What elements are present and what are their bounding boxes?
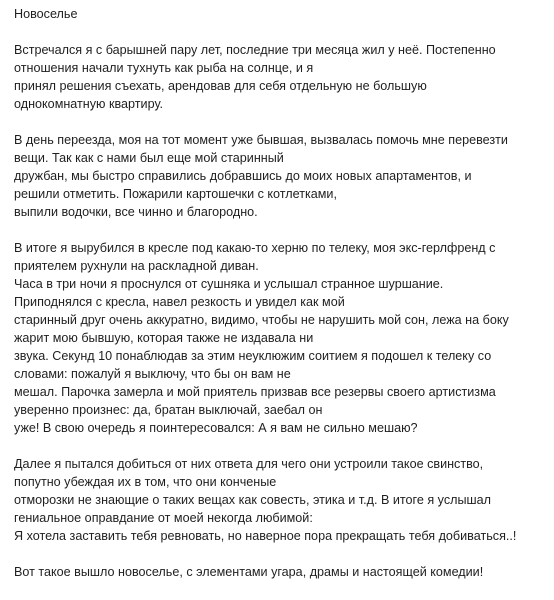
text-line: старинный друг очень аккуратно, видимо, чтобы не нарушить мой сон, лежа на боку: [14, 313, 509, 327]
text-line: отморозки не знающие о таких вещах как совесть, этика и т.д. В итоге я услышал: [14, 493, 491, 507]
text-line: приятелем рухнули на раскладной диван.: [14, 259, 259, 273]
text-line: выпили водочки, все чинно и благородно.: [14, 205, 258, 219]
post-body: [14, 5, 546, 599]
text-line: звука. Секунд 10 понаблюдав за этим неуклюжим соитием я подошел к телеку со: [14, 349, 492, 363]
text-line: уже! В свою очередь я поинтересовался: А я вам не сильно мешаю?: [14, 421, 418, 435]
text-line: В итоге я вырубился в кресле под какаю-то херню по телеку, моя экс-герлфренд с: [14, 241, 496, 255]
text-line: решили отметить. Пожарили картошечки с котлетками,: [14, 187, 337, 201]
paragraph-3: [14, 239, 546, 437]
paragraph-5: [14, 563, 546, 581]
text-line: В день переезда, моя на тот момент уже бывшая, вызвалась помочь мне перевезти: [14, 133, 508, 147]
text-line: Я хотела заставить тебя ревновать, но наверное пора прекращать тебя добиваться..!: [14, 529, 517, 543]
text-line: уверенно произнес: да, братан выключай, заебал он: [14, 403, 323, 417]
text-line: Приподнялся с кресла, навел резкость и увидел как мой: [14, 295, 345, 309]
post-title: Новоселье: [14, 7, 78, 21]
text-line: жарит мою бывшую, которая также не издавала ни: [14, 331, 314, 345]
paragraph-4: [14, 455, 546, 545]
text-line: дружбан, мы быстро справились добравшись до моих новых апартаментов, и: [14, 169, 472, 183]
text-line: Вот такое вышло новоселье, с элементами угара, драмы и настоящей комедии!: [14, 565, 484, 579]
text-line: словами: пожалуй я выключу, что бы он вам не: [14, 367, 291, 381]
text-line: Далее я пытался добиться от них ответа для чего они устроили такое свинство,: [14, 457, 484, 471]
text-line: вещи. Так как с нами был еще мой старинный: [14, 151, 284, 165]
text-line: отношения начали тухнуть как рыба на солнце, и я: [14, 61, 314, 75]
text-line: однокомнатную квартиру.: [14, 97, 163, 111]
paragraph-1: [14, 41, 546, 113]
text-line: мешал. Парочка замерла и мой приятель призвав все резервы своего артистизма: [14, 385, 496, 399]
text-line: принял решения съехать, арендовав для себя отдельную не большую: [14, 79, 427, 93]
text-line: Часа в три ночи я проснулся от сушняка и услышал странное шуршание.: [14, 277, 444, 291]
text-line: попутно убеждая их в том, что они конченые: [14, 475, 277, 489]
text-line: гениальное оправдание от моей некогда любимой:: [14, 511, 313, 525]
text-line: Встречался я с барышней пару лет, последние три месяца жил у неё. Постепенно: [14, 43, 496, 57]
paragraph-2: [14, 131, 546, 221]
